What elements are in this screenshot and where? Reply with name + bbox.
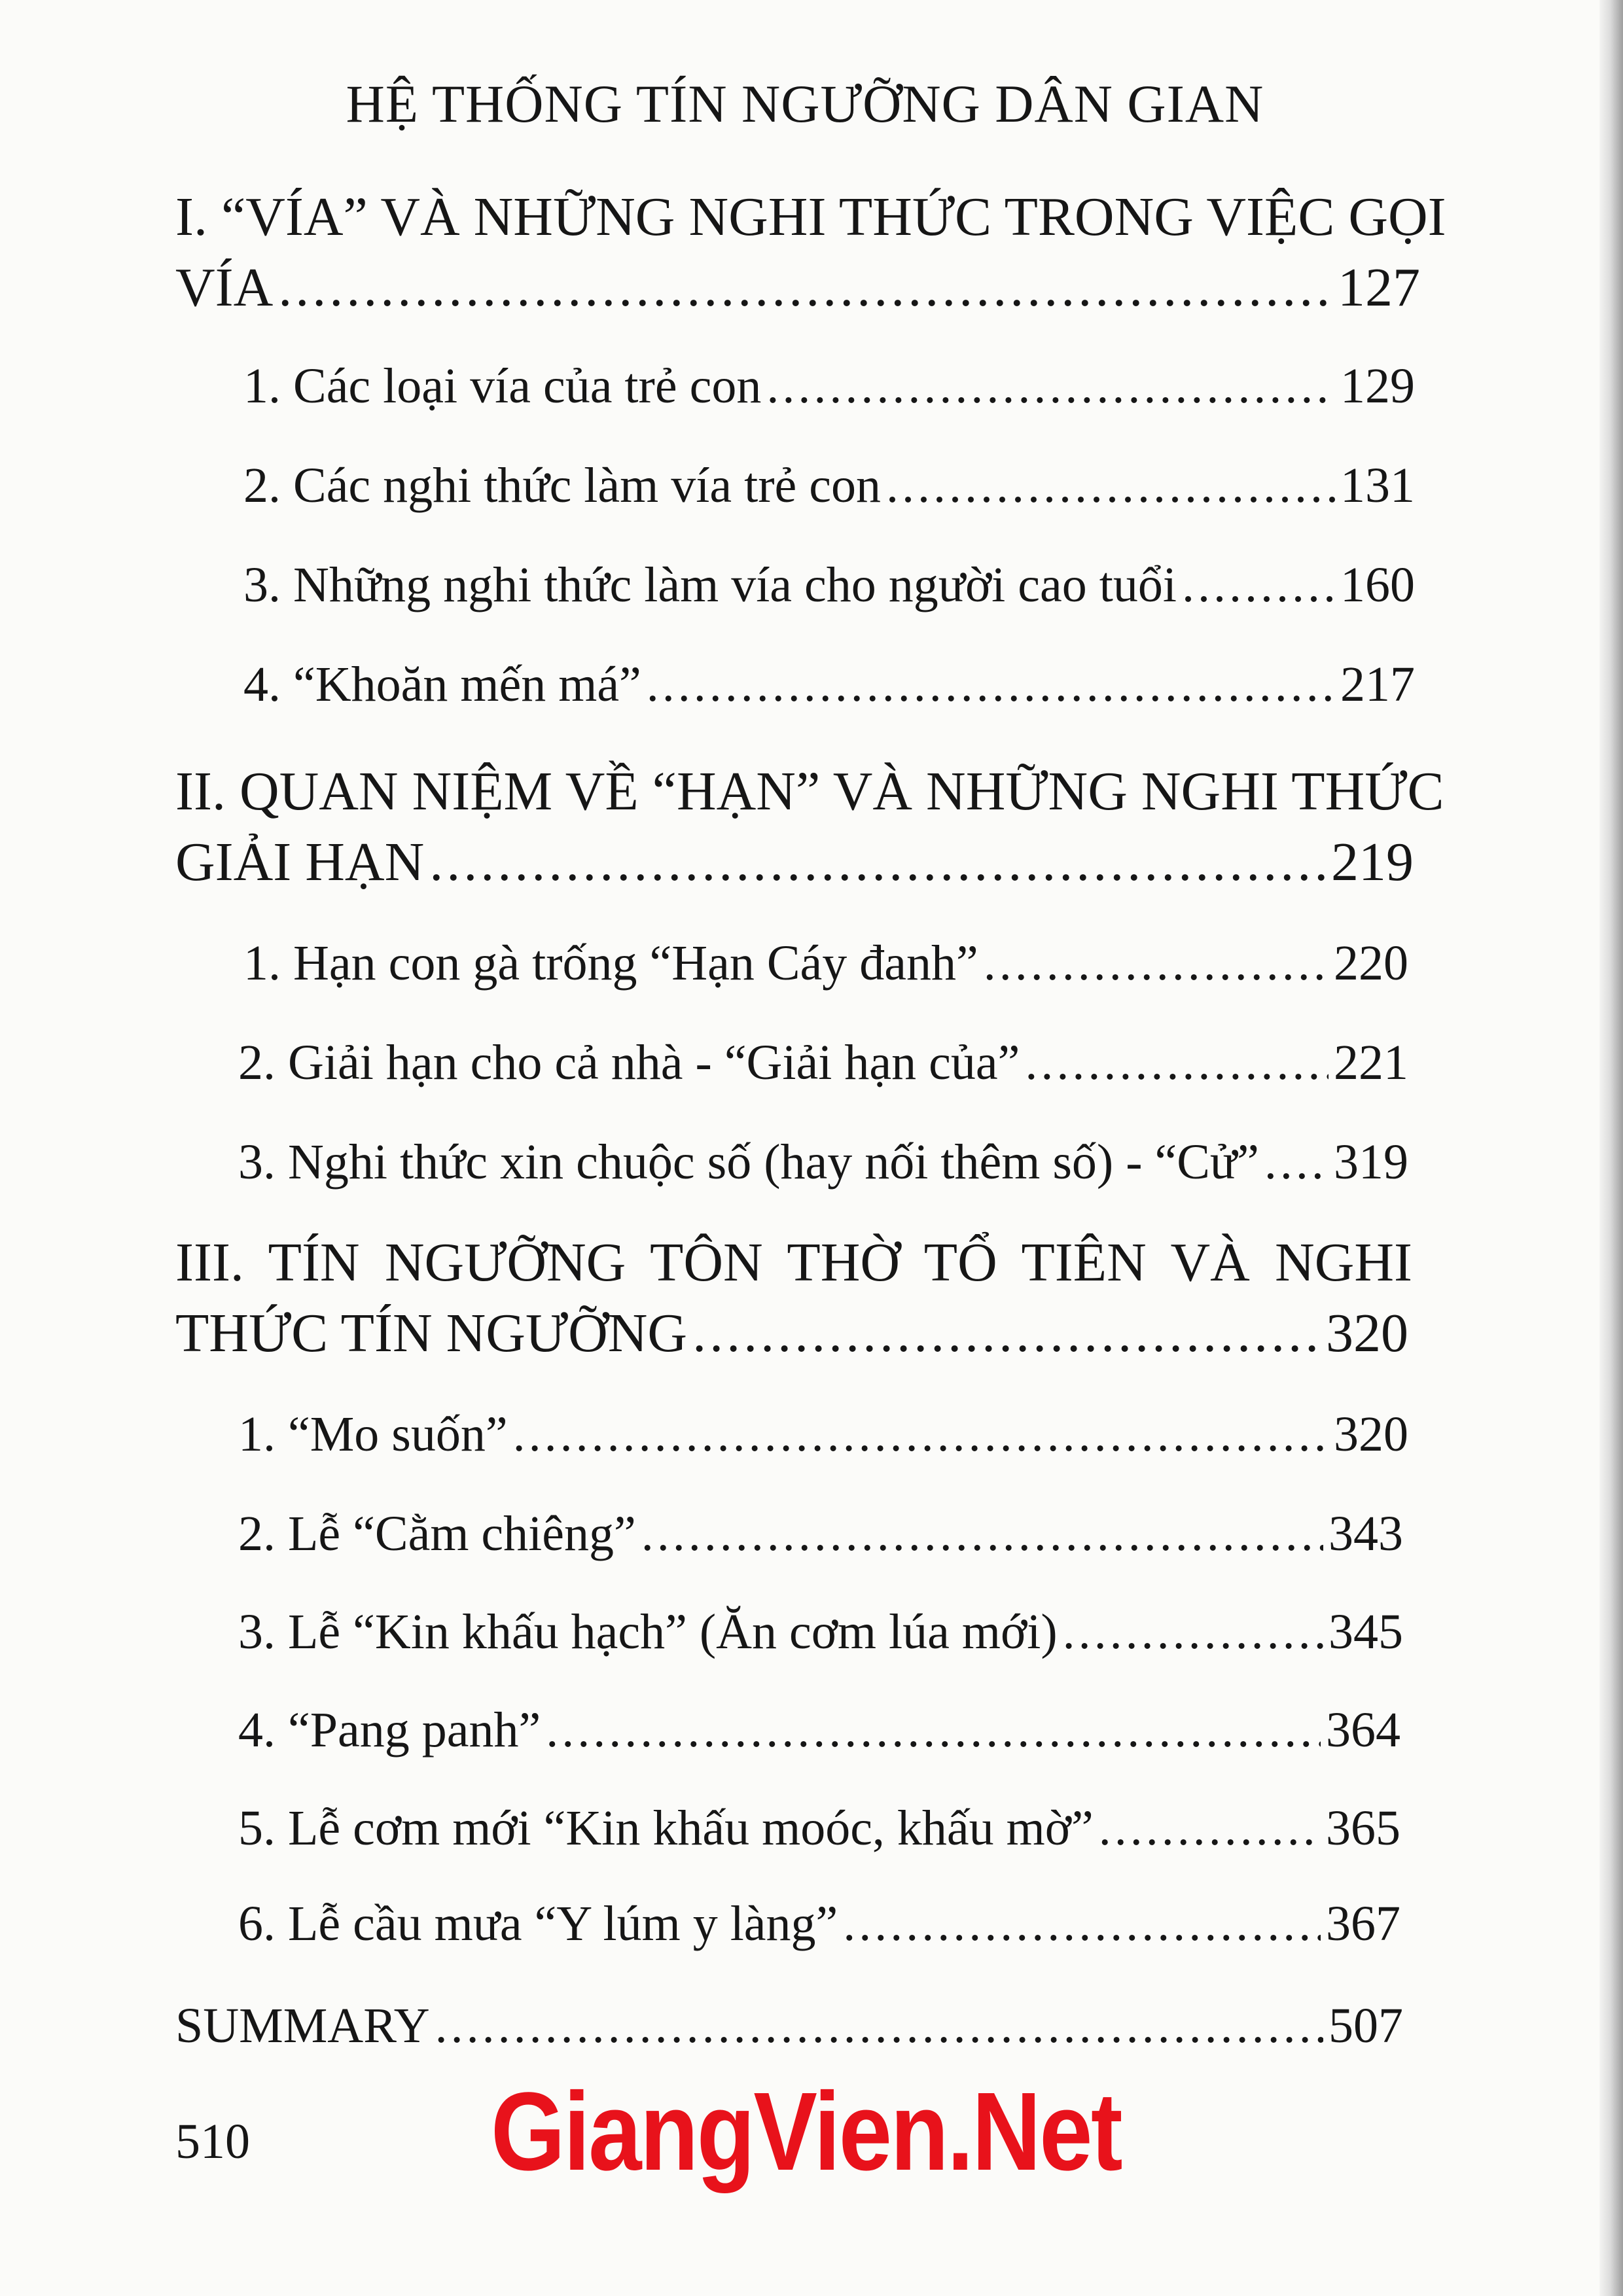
entry-label: 2. Lễ “Cằm chiêng”	[238, 1506, 636, 1561]
toc-entry-section-2[interactable]	[175, 832, 1414, 892]
dot-leader	[278, 260, 1332, 315]
dot-leader	[766, 361, 1335, 411]
entry-page: 364	[1326, 1703, 1400, 1757]
entry-page: 129	[1340, 359, 1415, 414]
toc-entry[interactable]	[238, 1506, 1403, 1561]
entry-page: 507	[1329, 1998, 1403, 2053]
dot-leader	[546, 1705, 1321, 1755]
entry-page: 345	[1329, 1604, 1403, 1659]
dot-leader	[435, 2001, 1323, 2051]
entry-page: 220	[1334, 936, 1408, 991]
entry-label: GIẢI HẠN	[175, 832, 425, 892]
toc-entry[interactable]	[243, 458, 1415, 513]
dot-leader	[1025, 1038, 1329, 1087]
entry-page: 320	[1326, 1303, 1408, 1364]
page-number: 510	[175, 2114, 250, 2169]
section-2-title-line1: II. QUAN NIỆM VỀ “HẠN” VÀ NHỮNG NGHI THỨC	[175, 761, 1444, 822]
dot-leader	[1264, 1137, 1329, 1187]
entry-label: SUMMARY	[175, 1998, 430, 2053]
dot-leader	[1182, 560, 1335, 610]
toc-entry-section-3[interactable]	[175, 1303, 1408, 1364]
toc-entry[interactable]	[243, 359, 1415, 414]
section-3-title-line1: III. TÍN NGƯỠNG TÔN THỜ TỔ TIÊN VÀ NGHI	[175, 1232, 1412, 1293]
entry-page: 219	[1331, 832, 1414, 892]
dot-leader	[984, 938, 1329, 988]
page-edge-shadow	[1599, 0, 1623, 2296]
dot-leader	[843, 1899, 1321, 1949]
entry-label: 2. Các nghi thức làm vía trẻ con	[243, 458, 882, 513]
entry-label: 1. “Mo suốn”	[238, 1407, 508, 1462]
entry-page: 217	[1340, 657, 1415, 712]
entry-page: 320	[1334, 1407, 1408, 1462]
book-title: HỆ THỐNG TÍN NGƯỠNG DÂN GIAN	[346, 74, 1264, 133]
dot-leader	[513, 1409, 1329, 1459]
entry-label: THỨC TÍN NGƯỠNG	[175, 1303, 688, 1364]
toc-entry[interactable]	[243, 936, 1408, 991]
entry-page: 221	[1334, 1035, 1408, 1090]
toc-entry-section-1[interactable]	[175, 257, 1420, 318]
entry-label: 6. Lễ cầu mưa “Y lúm y làng”	[238, 1896, 838, 1951]
toc-entry[interactable]	[243, 657, 1415, 712]
toc-entry[interactable]	[238, 1604, 1403, 1659]
toc-entry[interactable]	[238, 1896, 1400, 1951]
dot-leader	[692, 1306, 1321, 1361]
entry-page: 127	[1338, 257, 1420, 318]
entry-label: 3. Nghi thức xin chuộc số (hay nối thêm số) - “Cử”	[238, 1135, 1259, 1190]
entry-label: VÍA	[175, 257, 274, 318]
section-1-title-line1: I. “VÍA” VÀ NHỮNG NGHI THỨC TRONG VIỆC GỌI	[175, 186, 1446, 247]
entry-label: 2. Giải hạn cho cả nhà - “Giải hạn của”	[238, 1035, 1020, 1090]
watermark-logo: GiangVien.Net	[491, 2070, 1122, 2194]
entry-page: 131	[1340, 458, 1415, 513]
toc-entry-summary[interactable]	[175, 1998, 1403, 2053]
toc-entry[interactable]	[238, 1801, 1400, 1856]
entry-label: 4. “Pang panh”	[238, 1703, 541, 1757]
dot-leader	[886, 461, 1335, 510]
dot-leader	[1099, 1803, 1321, 1853]
entry-label: 1. Hạn con gà trống “Hạn Cáy đanh”	[243, 936, 978, 991]
entry-label: 1. Các loại vía của trẻ con	[243, 359, 762, 414]
toc-entry[interactable]	[243, 557, 1415, 612]
toc-entry[interactable]	[238, 1407, 1408, 1462]
entry-label: 4. “Khoăn mến má”	[243, 657, 641, 712]
entry-label: 5. Lễ cơm mới “Kin khấu moóc, khấu mờ”	[238, 1801, 1094, 1856]
toc-entry[interactable]	[238, 1135, 1408, 1190]
entry-page: 365	[1326, 1801, 1400, 1856]
toc-entry[interactable]	[238, 1705, 1400, 1755]
entry-page: 319	[1334, 1135, 1408, 1190]
dot-leader	[1063, 1607, 1323, 1657]
entry-page: 367	[1326, 1896, 1400, 1951]
toc-entry[interactable]	[238, 1035, 1408, 1090]
entry-label: 3. Những nghi thức làm vía cho người cao tuổi	[243, 557, 1177, 612]
dot-leader	[429, 835, 1326, 890]
dot-leader	[647, 660, 1335, 709]
entry-page: 160	[1340, 557, 1415, 612]
entry-page: 343	[1329, 1506, 1403, 1561]
entry-label: 3. Lễ “Kin khấu hạch” (Ăn cơm lúa mới)	[238, 1604, 1058, 1659]
dot-leader	[641, 1509, 1323, 1559]
